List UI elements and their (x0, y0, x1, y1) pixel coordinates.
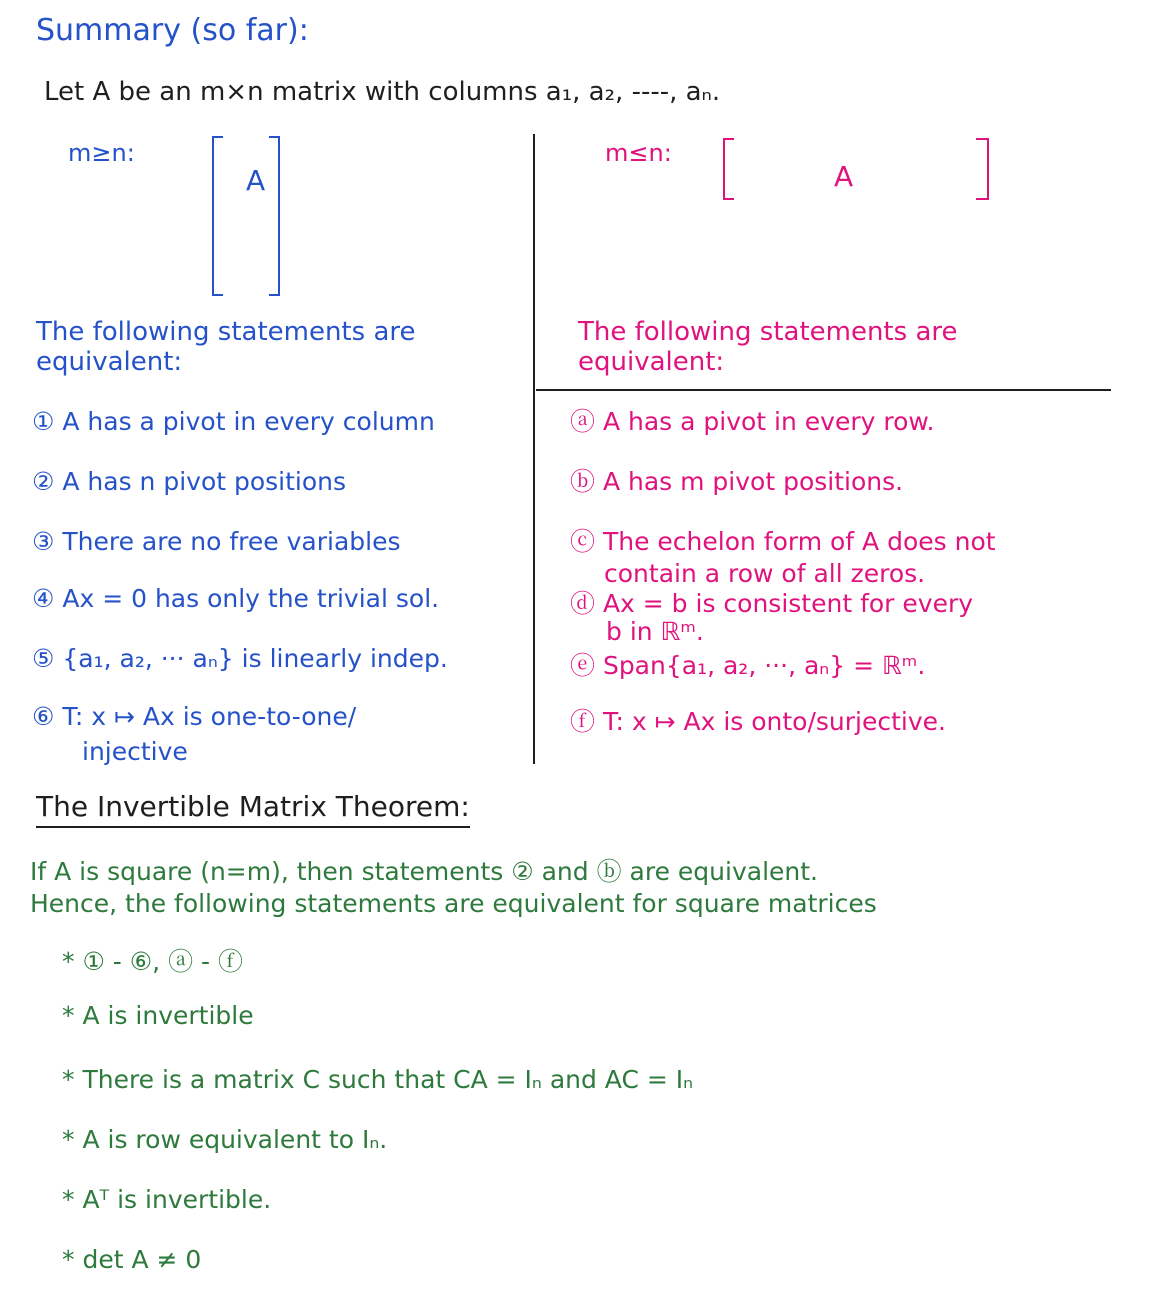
right-matrix-label: A (834, 160, 854, 193)
vertical-divider (533, 134, 535, 764)
left-intro-line-2: equivalent: (36, 347, 183, 377)
right-statement-c: ⓒ The echelon form of A does not (570, 527, 996, 556)
left-intro-line-1: The following statements are (36, 317, 416, 347)
right-condition: m≤n: (605, 139, 672, 167)
right-statement-a: ⓐ A has a pivot in every row. (570, 407, 935, 436)
left-condition: m≥n: (68, 139, 135, 167)
left-statement-3: ③ There are no free variables (32, 527, 401, 556)
theorem-bullet-3: * There is a matrix C such that CA = Iₙ and AC = Iₙ (62, 1065, 694, 1094)
theorem-bullet-5: * Aᵀ is invertible. (62, 1185, 272, 1214)
right-statement-d: ⓓ Ax = b is consistent for every (570, 589, 974, 618)
right-matrix-brackets (712, 135, 1002, 205)
left-statement-4: ④ Ax = 0 has only the trivial sol. (32, 584, 440, 613)
theorem-bullet-1: * ① - ⑥, ⓐ - ⓕ (62, 947, 243, 976)
left-statement-2: ② A has n pivot positions (32, 467, 347, 496)
left-matrix-brackets (205, 135, 290, 300)
page-heading: Summary (so far): (36, 13, 309, 48)
left-statement-6-cont: injective (82, 737, 188, 766)
theorem-bullet-4: * A is row equivalent to Iₙ. (62, 1125, 388, 1154)
right-statement-b: ⓑ A has m pivot positions. (570, 467, 904, 496)
theorem-bullet-6: * det A ≠ 0 (62, 1245, 202, 1274)
theorem-title: The Invertible Matrix Theorem: (36, 792, 470, 828)
right-intro-line-1: The following statements are (578, 317, 958, 347)
left-statement-5: ⑤ {a₁, a₂, ··· aₙ} is linearly indep. (32, 644, 448, 673)
theorem-bullet-2: * A is invertible (62, 1001, 254, 1030)
theorem-line-2: Hence, the following statements are equivalent for square matrices (30, 889, 877, 918)
intro-text: Let A be an m×n matrix with columns a₁, a₂, ----, aₙ. (44, 77, 721, 107)
right-statement-c-cont: contain a row of all zeros. (604, 559, 926, 588)
left-statement-1: ① A has a pivot in every column (32, 407, 435, 436)
theorem-line-1: If A is square (n=m), then statements ② and ⓑ are equivalent. (30, 857, 818, 886)
horizontal-divider (536, 389, 1111, 391)
right-statement-d-cont: b in ℝᵐ. (606, 617, 704, 646)
right-statement-f: ⓕ T: x ↦ Ax is onto/surjective. (570, 707, 946, 736)
right-intro-line-2: equivalent: (578, 347, 725, 377)
right-statement-e: ⓔ Span{a₁, a₂, ···, aₙ} = ℝᵐ. (570, 651, 926, 680)
left-statement-6: ⑥ T: x ↦ Ax is one-to-one/ (32, 702, 357, 731)
left-matrix-label: A (246, 164, 266, 197)
